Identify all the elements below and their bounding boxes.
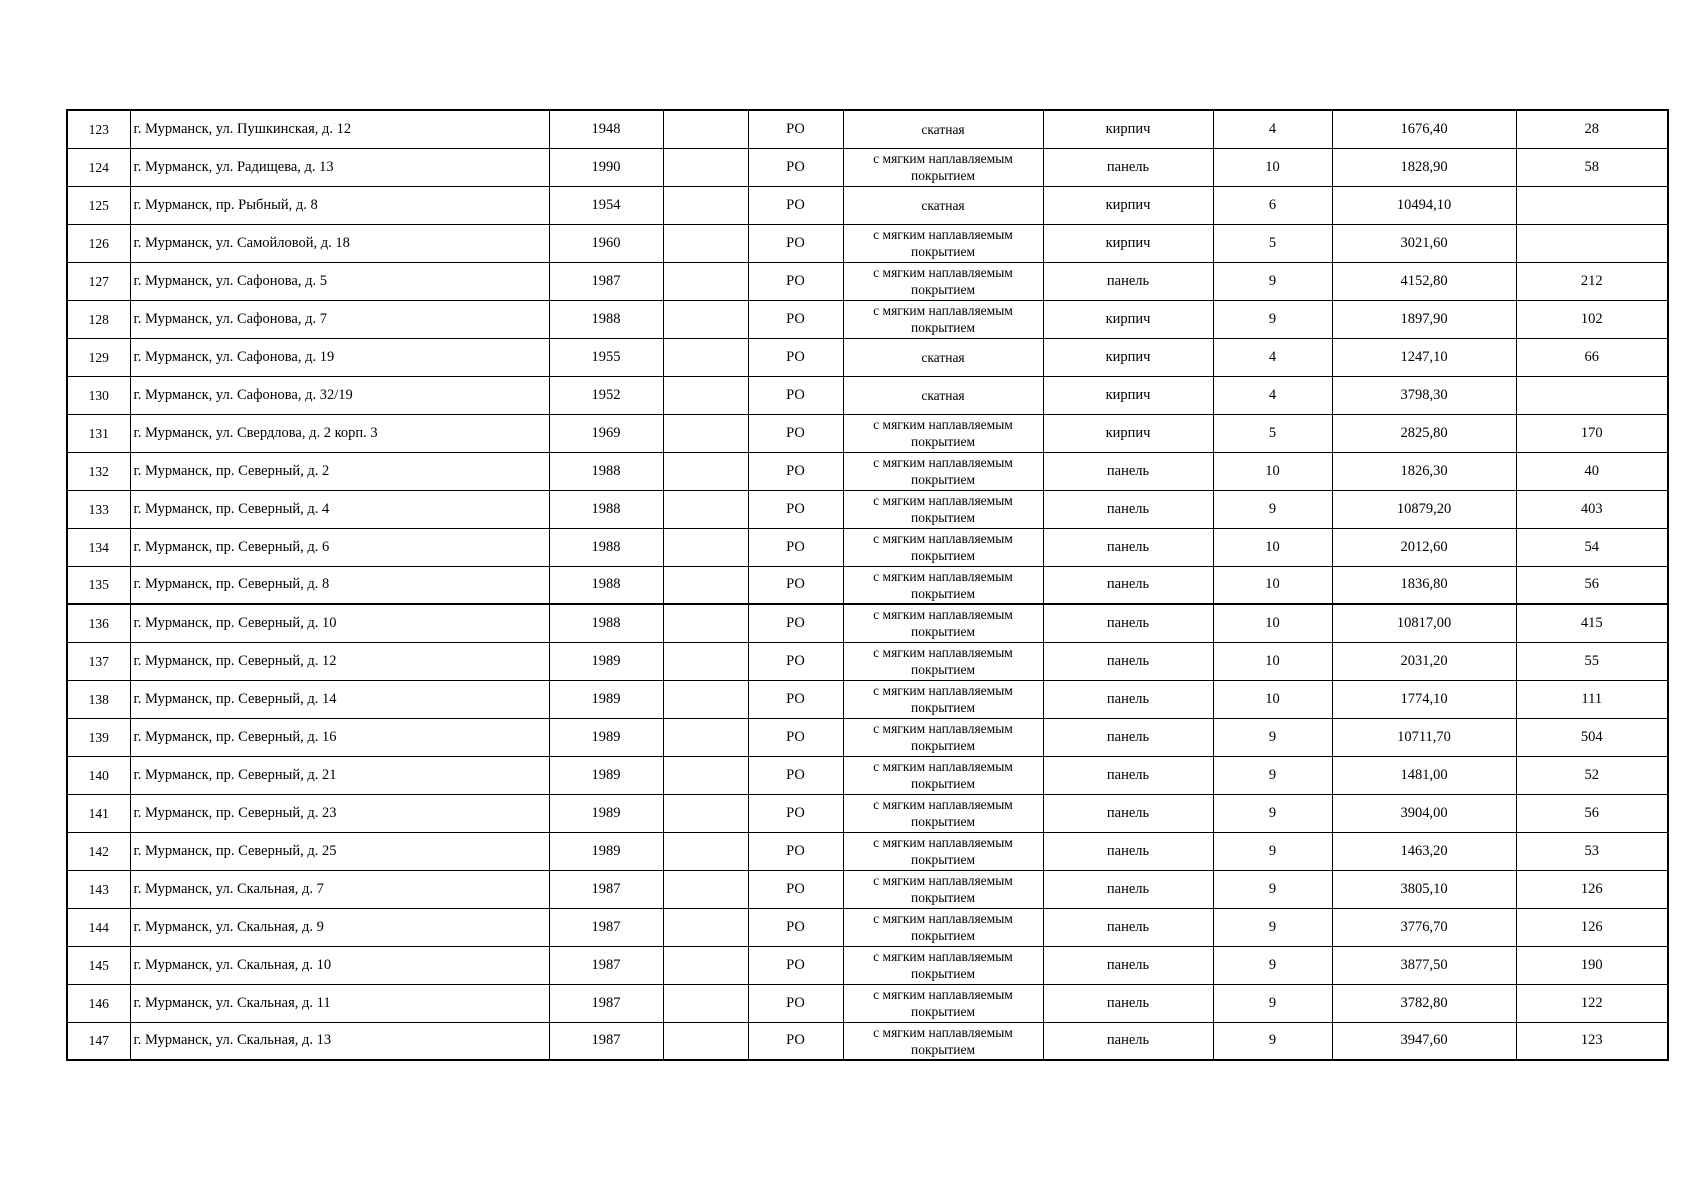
address-cell: г. Мурманск, пр. Северный, д. 16: [130, 718, 549, 756]
roof-type-cell: с мягким наплавляемым покрытием: [843, 566, 1043, 604]
wall-material-cell: кирпич: [1043, 224, 1213, 262]
address-cell: г. Мурманск, ул. Сафонова, д. 7: [130, 300, 549, 338]
build-year-cell: 1990: [549, 148, 663, 186]
area-cell: 2012,60: [1332, 528, 1516, 566]
roof-type-cell: скатная: [843, 376, 1043, 414]
build-year-cell: 1989: [549, 756, 663, 794]
type-cell: РО: [748, 490, 843, 528]
wall-material-cell: кирпич: [1043, 110, 1213, 148]
type-cell: РО: [748, 452, 843, 490]
roof-type-cell: с мягким наплавляемым покрытием: [843, 832, 1043, 870]
address-cell: г. Мурманск, ул. Самойловой, д. 18: [130, 224, 549, 262]
row-number-cell: 135: [67, 566, 130, 604]
row-number-cell: 124: [67, 148, 130, 186]
type-cell: РО: [748, 224, 843, 262]
count-cell: [1516, 224, 1668, 262]
empty-cell: [663, 300, 748, 338]
table-row: [67, 186, 1668, 224]
floors-cell: 10: [1213, 148, 1332, 186]
area-cell: 1247,10: [1332, 338, 1516, 376]
wall-material-cell: панель: [1043, 566, 1213, 604]
count-cell: 170: [1516, 414, 1668, 452]
floors-cell: 9: [1213, 490, 1332, 528]
table-row: [67, 300, 1668, 338]
empty-cell: [663, 224, 748, 262]
table-row: [67, 642, 1668, 680]
empty-cell: [663, 186, 748, 224]
floors-cell: 9: [1213, 756, 1332, 794]
empty-cell: [663, 338, 748, 376]
roof-type-cell: с мягким наплавляемым покрытием: [843, 604, 1043, 642]
count-cell: 28: [1516, 110, 1668, 148]
floors-cell: 9: [1213, 946, 1332, 984]
build-year-cell: 1989: [549, 832, 663, 870]
type-cell: РО: [748, 680, 843, 718]
address-cell: г. Мурманск, ул. Радищева, д. 13: [130, 148, 549, 186]
wall-material-cell: панель: [1043, 718, 1213, 756]
empty-cell: [663, 680, 748, 718]
area-cell: 1481,00: [1332, 756, 1516, 794]
roof-type-cell: с мягким наплавляемым покрытием: [843, 718, 1043, 756]
row-number-cell: 131: [67, 414, 130, 452]
wall-material-cell: кирпич: [1043, 186, 1213, 224]
floors-cell: 4: [1213, 110, 1332, 148]
address-cell: г. Мурманск, ул. Сафонова, д. 32/19: [130, 376, 549, 414]
roof-type-cell: с мягким наплавляемым покрытием: [843, 148, 1043, 186]
floors-cell: 9: [1213, 1022, 1332, 1060]
address-cell: г. Мурманск, пр. Северный, д. 12: [130, 642, 549, 680]
row-number-cell: 134: [67, 528, 130, 566]
address-cell: г. Мурманск, ул. Пушкинская, д. 12: [130, 110, 549, 148]
address-cell: г. Мурманск, пр. Северный, д. 6: [130, 528, 549, 566]
address-cell: г. Мурманск, пр. Северный, д. 4: [130, 490, 549, 528]
empty-cell: [663, 794, 748, 832]
table-row: [67, 376, 1668, 414]
floors-cell: 9: [1213, 794, 1332, 832]
floors-cell: 10: [1213, 528, 1332, 566]
floors-cell: 9: [1213, 300, 1332, 338]
area-cell: 1826,30: [1332, 452, 1516, 490]
empty-cell: [663, 490, 748, 528]
area-cell: 1463,20: [1332, 832, 1516, 870]
area-cell: 3782,80: [1332, 984, 1516, 1022]
area-cell: 10879,20: [1332, 490, 1516, 528]
count-cell: 40: [1516, 452, 1668, 490]
area-cell: 3798,30: [1332, 376, 1516, 414]
roof-type-cell: с мягким наплавляемым покрытием: [843, 224, 1043, 262]
build-year-cell: 1989: [549, 794, 663, 832]
count-cell: 123: [1516, 1022, 1668, 1060]
roof-type-cell: скатная: [843, 338, 1043, 376]
type-cell: РО: [748, 794, 843, 832]
empty-cell: [663, 528, 748, 566]
empty-cell: [663, 832, 748, 870]
table-row: [67, 490, 1668, 528]
empty-cell: [663, 984, 748, 1022]
roof-type-cell: с мягким наплавляемым покрытием: [843, 756, 1043, 794]
wall-material-cell: панель: [1043, 908, 1213, 946]
address-cell: г. Мурманск, ул. Сафонова, д. 19: [130, 338, 549, 376]
type-cell: РО: [748, 414, 843, 452]
table-row: [67, 148, 1668, 186]
build-year-cell: 1988: [549, 528, 663, 566]
wall-material-cell: панель: [1043, 984, 1213, 1022]
table-row: [67, 452, 1668, 490]
floors-cell: 9: [1213, 908, 1332, 946]
address-cell: г. Мурманск, пр. Северный, д. 2: [130, 452, 549, 490]
roof-type-cell: с мягким наплавляемым покрытием: [843, 452, 1043, 490]
build-year-cell: 1948: [549, 110, 663, 148]
address-cell: г. Мурманск, пр. Северный, д. 21: [130, 756, 549, 794]
wall-material-cell: кирпич: [1043, 414, 1213, 452]
area-cell: 3021,60: [1332, 224, 1516, 262]
empty-cell: [663, 756, 748, 794]
build-year-cell: 1969: [549, 414, 663, 452]
wall-material-cell: панель: [1043, 946, 1213, 984]
row-number-cell: 138: [67, 680, 130, 718]
count-cell: 504: [1516, 718, 1668, 756]
table-row: [67, 794, 1668, 832]
area-cell: 10494,10: [1332, 186, 1516, 224]
area-cell: 1836,80: [1332, 566, 1516, 604]
type-cell: РО: [748, 984, 843, 1022]
build-year-cell: 1988: [549, 604, 663, 642]
empty-cell: [663, 642, 748, 680]
roof-type-cell: с мягким наплавляемым покрытием: [843, 908, 1043, 946]
row-number-cell: 128: [67, 300, 130, 338]
area-cell: 1828,90: [1332, 148, 1516, 186]
type-cell: РО: [748, 1022, 843, 1060]
area-cell: 1676,40: [1332, 110, 1516, 148]
build-year-cell: 1954: [549, 186, 663, 224]
area-cell: 3877,50: [1332, 946, 1516, 984]
empty-cell: [663, 148, 748, 186]
row-number-cell: 130: [67, 376, 130, 414]
roof-type-cell: с мягким наплавляемым покрытием: [843, 528, 1043, 566]
build-year-cell: 1952: [549, 376, 663, 414]
address-cell: г. Мурманск, ул. Скальная, д. 11: [130, 984, 549, 1022]
row-number-cell: 125: [67, 186, 130, 224]
address-cell: г. Мурманск, ул. Свердлова, д. 2 корп. 3: [130, 414, 549, 452]
housing-registry-table: [66, 109, 1669, 1061]
row-number-cell: 126: [67, 224, 130, 262]
type-cell: РО: [748, 642, 843, 680]
wall-material-cell: панель: [1043, 1022, 1213, 1060]
count-cell: 190: [1516, 946, 1668, 984]
count-cell: 54: [1516, 528, 1668, 566]
area-cell: 3904,00: [1332, 794, 1516, 832]
row-number-cell: 136: [67, 604, 130, 642]
table-row: [67, 946, 1668, 984]
table-row: [67, 680, 1668, 718]
build-year-cell: 1989: [549, 642, 663, 680]
wall-material-cell: панель: [1043, 262, 1213, 300]
type-cell: РО: [748, 300, 843, 338]
floors-cell: 9: [1213, 262, 1332, 300]
count-cell: 212: [1516, 262, 1668, 300]
count-cell: 55: [1516, 642, 1668, 680]
roof-type-cell: с мягким наплавляемым покрытием: [843, 680, 1043, 718]
count-cell: 122: [1516, 984, 1668, 1022]
roof-type-cell: скатная: [843, 110, 1043, 148]
roof-type-cell: с мягким наплавляемым покрытием: [843, 490, 1043, 528]
roof-type-cell: с мягким наплавляемым покрытием: [843, 794, 1043, 832]
row-number-cell: 139: [67, 718, 130, 756]
type-cell: РО: [748, 528, 843, 566]
row-number-cell: 144: [67, 908, 130, 946]
count-cell: [1516, 376, 1668, 414]
floors-cell: 4: [1213, 338, 1332, 376]
type-cell: РО: [748, 604, 843, 642]
count-cell: 403: [1516, 490, 1668, 528]
area-cell: 3947,60: [1332, 1022, 1516, 1060]
count-cell: 126: [1516, 870, 1668, 908]
wall-material-cell: панель: [1043, 680, 1213, 718]
row-number-cell: 132: [67, 452, 130, 490]
empty-cell: [663, 870, 748, 908]
type-cell: РО: [748, 186, 843, 224]
type-cell: РО: [748, 262, 843, 300]
build-year-cell: 1987: [549, 262, 663, 300]
area-cell: 1774,10: [1332, 680, 1516, 718]
floors-cell: 10: [1213, 642, 1332, 680]
count-cell: 52: [1516, 756, 1668, 794]
type-cell: РО: [748, 946, 843, 984]
table-row: [67, 1022, 1668, 1060]
build-year-cell: 1987: [549, 870, 663, 908]
count-cell: 102: [1516, 300, 1668, 338]
roof-type-cell: с мягким наплавляемым покрытием: [843, 262, 1043, 300]
wall-material-cell: кирпич: [1043, 376, 1213, 414]
build-year-cell: 1987: [549, 946, 663, 984]
wall-material-cell: панель: [1043, 604, 1213, 642]
type-cell: РО: [748, 756, 843, 794]
empty-cell: [663, 604, 748, 642]
wall-material-cell: кирпич: [1043, 338, 1213, 376]
table-row: [67, 870, 1668, 908]
roof-type-cell: с мягким наплавляемым покрытием: [843, 946, 1043, 984]
address-cell: г. Мурманск, ул. Скальная, д. 9: [130, 908, 549, 946]
table-row: [67, 718, 1668, 756]
build-year-cell: 1988: [549, 452, 663, 490]
table-row: [67, 414, 1668, 452]
empty-cell: [663, 376, 748, 414]
row-number-cell: 127: [67, 262, 130, 300]
area-cell: 3776,70: [1332, 908, 1516, 946]
count-cell: 56: [1516, 566, 1668, 604]
row-number-cell: 146: [67, 984, 130, 1022]
count-cell: 53: [1516, 832, 1668, 870]
count-cell: 56: [1516, 794, 1668, 832]
table-row: [67, 832, 1668, 870]
floors-cell: 10: [1213, 680, 1332, 718]
row-number-cell: 140: [67, 756, 130, 794]
count-cell: 111: [1516, 680, 1668, 718]
count-cell: 415: [1516, 604, 1668, 642]
address-cell: г. Мурманск, пр. Северный, д. 10: [130, 604, 549, 642]
empty-cell: [663, 110, 748, 148]
wall-material-cell: панель: [1043, 642, 1213, 680]
type-cell: РО: [748, 376, 843, 414]
floors-cell: 9: [1213, 870, 1332, 908]
wall-material-cell: панель: [1043, 870, 1213, 908]
roof-type-cell: с мягким наплавляемым покрытием: [843, 870, 1043, 908]
area-cell: 3805,10: [1332, 870, 1516, 908]
table-row: [67, 566, 1668, 604]
wall-material-cell: панель: [1043, 452, 1213, 490]
table-row: [67, 110, 1668, 148]
wall-material-cell: панель: [1043, 148, 1213, 186]
address-cell: г. Мурманск, пр. Северный, д. 25: [130, 832, 549, 870]
area-cell: 10817,00: [1332, 604, 1516, 642]
area-cell: 2031,20: [1332, 642, 1516, 680]
table-row: [67, 262, 1668, 300]
table-row: [67, 224, 1668, 262]
empty-cell: [663, 718, 748, 756]
empty-cell: [663, 262, 748, 300]
count-cell: 66: [1516, 338, 1668, 376]
build-year-cell: 1989: [549, 680, 663, 718]
row-number-cell: 137: [67, 642, 130, 680]
empty-cell: [663, 946, 748, 984]
wall-material-cell: кирпич: [1043, 300, 1213, 338]
roof-type-cell: с мягким наплавляемым покрытием: [843, 1022, 1043, 1060]
count-cell: 126: [1516, 908, 1668, 946]
build-year-cell: 1960: [549, 224, 663, 262]
floors-cell: 10: [1213, 452, 1332, 490]
roof-type-cell: скатная: [843, 186, 1043, 224]
table-row: [67, 984, 1668, 1022]
roof-type-cell: с мягким наплавляемым покрытием: [843, 642, 1043, 680]
table-row: [67, 338, 1668, 376]
row-number-cell: 143: [67, 870, 130, 908]
build-year-cell: 1988: [549, 490, 663, 528]
floors-cell: 9: [1213, 832, 1332, 870]
count-cell: [1516, 186, 1668, 224]
type-cell: РО: [748, 908, 843, 946]
empty-cell: [663, 566, 748, 604]
table-row: [67, 908, 1668, 946]
floors-cell: 6: [1213, 186, 1332, 224]
floors-cell: 5: [1213, 414, 1332, 452]
build-year-cell: 1989: [549, 718, 663, 756]
type-cell: РО: [748, 566, 843, 604]
empty-cell: [663, 414, 748, 452]
area-cell: 1897,90: [1332, 300, 1516, 338]
floors-cell: 9: [1213, 984, 1332, 1022]
wall-material-cell: панель: [1043, 528, 1213, 566]
build-year-cell: 1987: [549, 1022, 663, 1060]
floors-cell: 4: [1213, 376, 1332, 414]
row-number-cell: 123: [67, 110, 130, 148]
address-cell: г. Мурманск, ул. Скальная, д. 7: [130, 870, 549, 908]
floors-cell: 10: [1213, 566, 1332, 604]
roof-type-cell: с мягким наплавляемым покрытием: [843, 414, 1043, 452]
row-number-cell: 133: [67, 490, 130, 528]
build-year-cell: 1988: [549, 566, 663, 604]
address-cell: г. Мурманск, пр. Северный, д. 14: [130, 680, 549, 718]
address-cell: г. Мурманск, пр. Рыбный, д. 8: [130, 186, 549, 224]
table-body: [67, 110, 1668, 1060]
type-cell: РО: [748, 110, 843, 148]
area-cell: 2825,80: [1332, 414, 1516, 452]
address-cell: г. Мурманск, пр. Северный, д. 23: [130, 794, 549, 832]
count-cell: 58: [1516, 148, 1668, 186]
empty-cell: [663, 1022, 748, 1060]
wall-material-cell: панель: [1043, 794, 1213, 832]
row-number-cell: 141: [67, 794, 130, 832]
build-year-cell: 1987: [549, 908, 663, 946]
empty-cell: [663, 452, 748, 490]
build-year-cell: 1955: [549, 338, 663, 376]
wall-material-cell: панель: [1043, 490, 1213, 528]
type-cell: РО: [748, 718, 843, 756]
build-year-cell: 1987: [549, 984, 663, 1022]
area-cell: 10711,70: [1332, 718, 1516, 756]
address-cell: г. Мурманск, ул. Скальная, д. 10: [130, 946, 549, 984]
empty-cell: [663, 908, 748, 946]
row-number-cell: 142: [67, 832, 130, 870]
type-cell: РО: [748, 338, 843, 376]
table-row: [67, 756, 1668, 794]
row-number-cell: 147: [67, 1022, 130, 1060]
floors-cell: 9: [1213, 718, 1332, 756]
type-cell: РО: [748, 148, 843, 186]
address-cell: г. Мурманск, ул. Сафонова, д. 5: [130, 262, 549, 300]
row-number-cell: 145: [67, 946, 130, 984]
table-row: [67, 528, 1668, 566]
type-cell: РО: [748, 832, 843, 870]
floors-cell: 10: [1213, 604, 1332, 642]
type-cell: РО: [748, 870, 843, 908]
roof-type-cell: с мягким наплавляемым покрытием: [843, 984, 1043, 1022]
address-cell: г. Мурманск, ул. Скальная, д. 13: [130, 1022, 549, 1060]
area-cell: 4152,80: [1332, 262, 1516, 300]
roof-type-cell: с мягким наплавляемым покрытием: [843, 300, 1043, 338]
table-row: [67, 604, 1668, 642]
row-number-cell: 129: [67, 338, 130, 376]
wall-material-cell: панель: [1043, 756, 1213, 794]
floors-cell: 5: [1213, 224, 1332, 262]
build-year-cell: 1988: [549, 300, 663, 338]
address-cell: г. Мурманск, пр. Северный, д. 8: [130, 566, 549, 604]
wall-material-cell: панель: [1043, 832, 1213, 870]
